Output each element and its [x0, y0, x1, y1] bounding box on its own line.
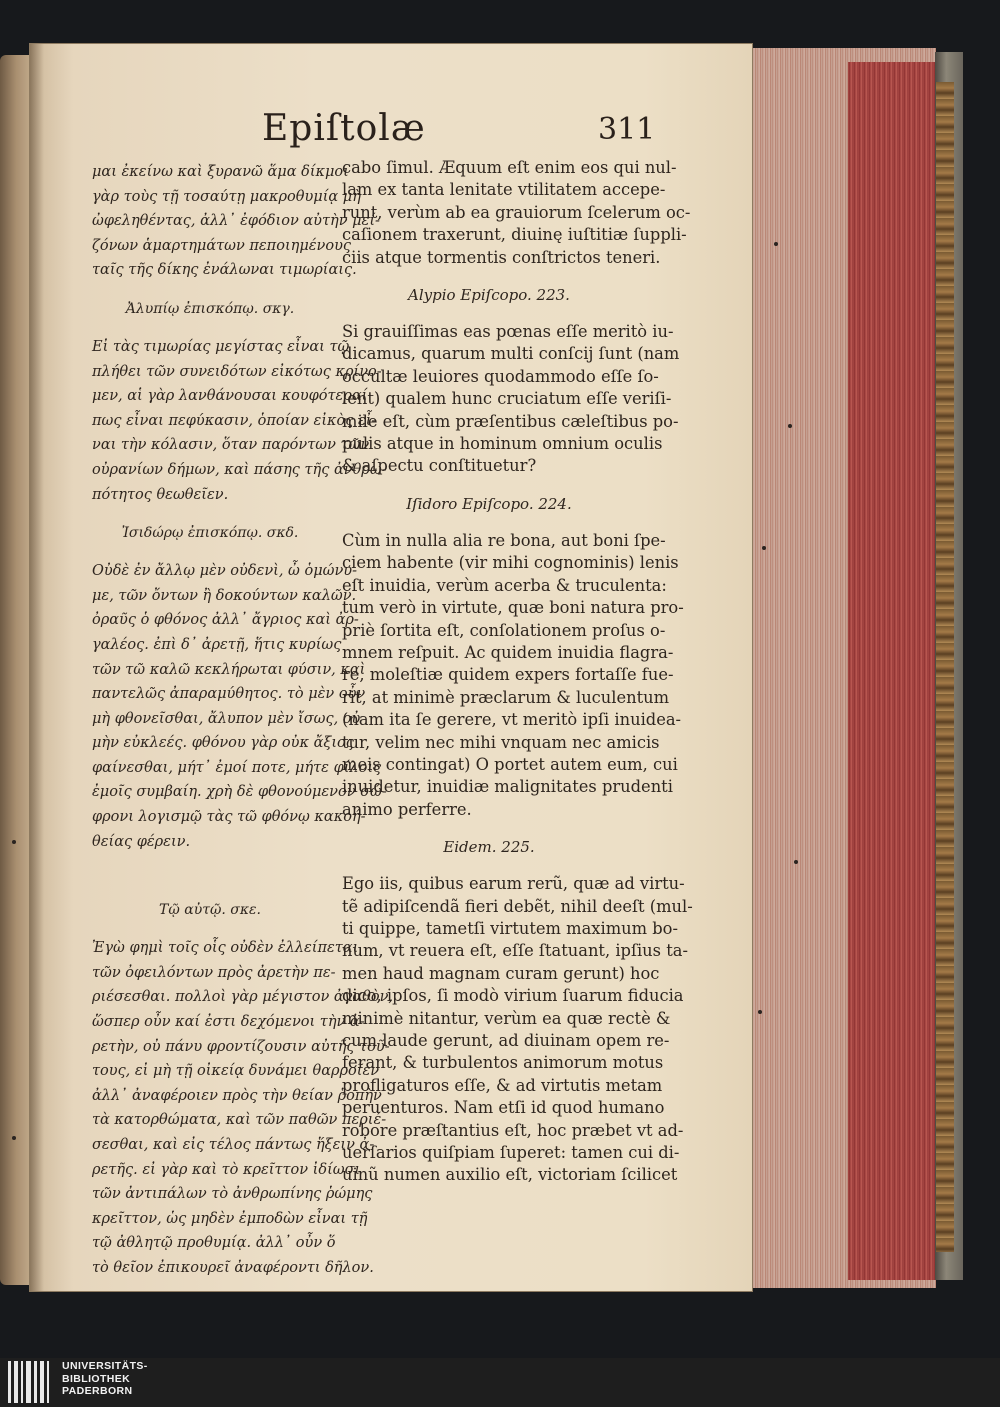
latin-line: inuidetur, inuidiæ malignitates prudenti: [342, 777, 673, 797]
greek-block-3: [92, 559, 387, 854]
latin-line: (nam ita ſe gerere, vt meritò ipſi inuidea-: [342, 710, 682, 730]
greek-line: τῷ ἀθλητῷ προθυμίᾳ. ἀλλ᾽ οὖν ὅ: [92, 1235, 336, 1252]
page-gutter-shadow: [30, 44, 44, 1291]
paper-speck: [794, 860, 798, 864]
greek-line: ὀραῦς ὁ φθόνος ἀλλ᾽ ἄγριος καὶ ἀρ-: [92, 612, 359, 629]
latin-line: tum verò in virtute, quæ boni natura pro-: [342, 598, 684, 618]
latin-line: uinũ numen auxilio eſt, victoriam ſcilicet: [342, 1165, 678, 1185]
library-logo-icon: [8, 1361, 54, 1403]
greek-line: τῶν ἀντιπάλων τὸ ἀνθρωπίνης ῥώμης: [92, 1186, 373, 1203]
greek-line: τῶν τῶ καλῶ κεκλήρωται φύσιν, καὶ: [92, 661, 366, 678]
footer-bar: [0, 1358, 1000, 1407]
library-logo-text: [62, 1360, 148, 1398]
latin-letter-heading: Alypio Epiſcopo. 223.: [408, 286, 570, 305]
greek-line: θείας φέρειν.: [92, 833, 191, 850]
greek-line: ταῖς τῆς δίκης ἐνάλωναι τιμωρίαις.: [92, 262, 357, 279]
greek-letter-heading: Ἀλυπίῳ ἐπισκόπῳ. σκγ.: [125, 300, 295, 317]
latin-line: robore præſtantius eſt, hoc præbet vt ad-: [342, 1120, 684, 1140]
greek-line: οὐρανίων δήμων, καὶ πάσης τῆς ἀνθρω-: [92, 461, 387, 478]
latin-line: profligaturos eſſe, & ad virtutis metam: [342, 1075, 663, 1095]
greek-line: μεν, αἱ γὰρ λανθάνουσαι κουφότεραί: [92, 388, 368, 405]
greek-line: φρονι λογισμῷ τὰς τῶ φθόνῳ κακοή-: [92, 809, 366, 826]
latin-line: pulis atque in hominum omnium oculis: [342, 434, 663, 454]
logo-line: BIBLIOTHEK: [62, 1372, 131, 1385]
greek-line: ριέσεσθαι. πολλοὶ γὰρ μέγιστον ἀγαθὸν,: [92, 989, 394, 1006]
greek-block-1: [92, 160, 380, 283]
latin-line: uerſarios quiſpiam ſuperet: tamen cui di-: [342, 1143, 680, 1163]
greek-line: μὴν εὐκλεές. φθόνου γὰρ οὐκ ἄξιος: [92, 735, 354, 752]
greek-line: με, τῶν ὄντων ἢ δοκούντων καλῶν.: [92, 587, 357, 604]
greek-line: ρετὴν, οὐ πάνυ φροντίζουσιν αὐτῆς τοῦ-: [92, 1038, 390, 1055]
latin-line: Cùm in nulla alia re bona, aut boni ſpe-: [342, 530, 666, 550]
paper-speck: [758, 1010, 762, 1014]
latin-line: runt, verùm ab ea grauiorum ſcelerum oc-: [342, 202, 691, 222]
greek-line: ὠφεληθέντας, ἀλλ᾽ ἐφόδιον αὐτὴν μεί-: [92, 213, 380, 230]
latin-line: & aſpectu conſtituetur?: [342, 456, 537, 476]
greek-line: τῶν ὀφειλόντων πρὸς ἀρετὴν πε-: [92, 964, 336, 981]
latin-line: occultæ leuiores quodammodo eſſe ſo-: [342, 366, 659, 386]
greek-line: ὥσπερ οὖν καί ἐστι δεχόμενοι τὴν ἀ-: [92, 1014, 365, 1031]
greek-block-4: [92, 936, 394, 1280]
greek-line: φαίνεσθαι, μήτ᾽ ἐμοί ποτε, μήτε φίλοις: [92, 759, 382, 776]
latin-line: cabo ſimul. Æquum eſt enim eos qui nul-: [342, 158, 677, 177]
greek-line: πότητος θεωθεῖεν.: [92, 486, 229, 503]
paper-speck: [762, 546, 766, 550]
red-edge-fore-edge: [848, 62, 936, 1280]
greek-line: ἀλλ᾽ ἀναφέροιεν πρὸς τὴν θείαν ῥοπὴν: [92, 1087, 382, 1104]
latin-line: Ego iis, quibus earum rerũ, quæ ad virtu-: [342, 874, 685, 894]
greek-column: [92, 160, 394, 1281]
greek-letter-heading: Ἰσιδώρῳ ἐπισκόπῳ. σκδ.: [121, 525, 299, 542]
latin-line: re, moleſtiæ quidem expers fortaſſe fue-: [342, 665, 674, 685]
greek-line: τους, εἰ μὴ τῇ οἰκείᾳ δυνάμει θαρροῖεν: [92, 1063, 380, 1080]
greek-line: παντελῶς ἀπαραμύθητος. τὸ μὲν οὖν: [92, 686, 366, 703]
greek-line: γαλέος. ἐπὶ δ᾽ ἀρετῇ, ἥτις κυρίως: [92, 636, 342, 653]
marbled-cover: [936, 82, 954, 1252]
paper-speck: [788, 424, 792, 428]
greek-line: πως εἶναι πεφύκασιν, ὁποίαν εἰκὸς εἶ-: [92, 412, 377, 429]
greek-line: σεσθαι, καὶ εἰς τέλος πάντως ἥξειν ἀ-: [92, 1137, 375, 1153]
latin-line: men haud magnam curam gerunt) hoc: [342, 963, 660, 983]
latin-column: [342, 157, 693, 1187]
page-number: 311: [598, 112, 656, 147]
latin-line: ferant, & turbulentos animorum motus: [342, 1053, 664, 1073]
latin-line: cum laude gerunt, ad diuinam opem re-: [342, 1031, 670, 1050]
latin-line: rit, at minimè præclarum & luculentum: [342, 687, 670, 707]
latin-line: priè ſortita eſt, conſolationem proſus o-: [342, 620, 666, 640]
greek-line: κρεῖττον, ὡς μηδὲν ἐμποδὼν εἶναι τῇ: [92, 1210, 368, 1227]
latin-line: animo perferre.: [342, 799, 472, 819]
running-head: Epiſtolæ: [262, 108, 426, 149]
greek-line: ρετῆς. εἰ γὰρ καὶ τὸ κρεῖττον ἰδίωσι: [92, 1161, 361, 1178]
latin-line: peruenturos. Nam etſi id quod humano: [342, 1098, 665, 1118]
greek-line: μὴ φθονεῖσθαι, ἄλυπον μὲν ἴσως, οὐ: [92, 710, 361, 727]
paper-speck: [774, 242, 778, 246]
logo-line: PADERBORN: [62, 1385, 133, 1398]
greek-line: ἐμοῖς συμβαίη. χρὴ δὲ φθονούμενον σώ-: [92, 784, 387, 801]
latin-line: eſt inuidia, verùm acerba & truculenta:: [342, 575, 667, 595]
latin-line: mnem reſpuit. Ac quidem inuidia flagra-: [342, 642, 674, 662]
greek-line: γὰρ τοὺς τῇ τοσαύτῃ μακροθυμίᾳ μὴ: [92, 188, 361, 205]
latin-line: ti quippe, tametſi virtutem maximum bo-: [342, 918, 678, 938]
greek-line: μαι ἐκείνω καὶ ξυρανῶ ἅμα δίκμοι: [92, 164, 349, 180]
latin-line: tẽ adipiſcendã fieri debẽt, nihil deeſt (mul-: [342, 896, 693, 916]
greek-block-2: [92, 335, 387, 507]
latin-block-2: [342, 321, 680, 478]
greek-line: τὰ κατορθώματα, καὶ τῶν παθῶν περιέ-: [92, 1112, 387, 1129]
latin-letter-heading: Iſidoro Epiſcopo. 224.: [406, 494, 572, 513]
greek-line: ναι τὴν κόλασιν, ὅταν παρόντων τῶν: [92, 437, 370, 454]
logo-line: UNIVERSITÄTS-: [62, 1360, 148, 1372]
latin-line: meis contingat) O portet autem eum, cui: [342, 754, 678, 774]
paper-speck: [12, 1136, 16, 1140]
latin-line: ciis atque tormentis conſtrictos teneri.: [342, 247, 661, 267]
latin-line: lent) qualem hunc cruciatum eſſe veriſi-: [342, 389, 672, 409]
paper-speck: [12, 840, 16, 844]
greek-line: Εἰ τὰς τιμωρίας μεγίστας εἶναι τῷ: [92, 338, 350, 355]
latin-line: Si grauiſſimas eas pœnas eſſe meritò iu-: [342, 322, 674, 342]
latin-line: dicamus, quarum multi conſcij ſunt (nam: [342, 344, 680, 364]
greek-letter-heading: Τῷ αὐτῷ. σκε.: [159, 902, 261, 919]
latin-line: num, vt reuera eſt, eſſe ſtatuant, ipſius ta-: [342, 941, 688, 961]
greek-line: Οὐδὲ ἐν ἄλλῳ μὲν οὐδενὶ, ὦ ὁμώνυ-: [92, 563, 357, 580]
latin-letter-heading: Eidem. 225.: [443, 838, 535, 857]
latin-line: caſionem traxerunt, diuinę iuſtitiæ ſuppli-: [342, 225, 687, 245]
greek-line: Ἐγὼ φημὶ τοῖς οἷς οὐδὲν ἐλλείπεται: [92, 940, 359, 957]
latin-line: mile eſt, cùm præſentibus cæleſtibus po-: [342, 411, 679, 431]
latin-block-3: [342, 530, 684, 821]
latin-block-4: [342, 873, 693, 1187]
greek-line: ζόνων ἁμαρτημάτων πεποιημένους: [92, 237, 352, 254]
latin-line: ciem habente (vir mihi cognominis) lenis: [342, 553, 679, 573]
greek-line: πλήθει τῶν συνειδότων εἰκότως κρίνο-: [92, 363, 382, 380]
latin-line: minimè nitantur, verùm ea quæ rectè &: [342, 1008, 671, 1028]
latin-line: tur, velim nec mihi vnquam nec amicis: [342, 732, 660, 752]
latin-line: dico, ipſos, ſi modò virium ſuarum fiducia: [342, 986, 684, 1006]
greek-line: τὸ θεῖον ἐπικουρεῖ ἀναφέροντι δῆλον.: [92, 1259, 374, 1276]
latin-line: lam ex tanta lenitate vtilitatem accepe-: [342, 180, 666, 200]
latin-block-1: [342, 157, 691, 269]
